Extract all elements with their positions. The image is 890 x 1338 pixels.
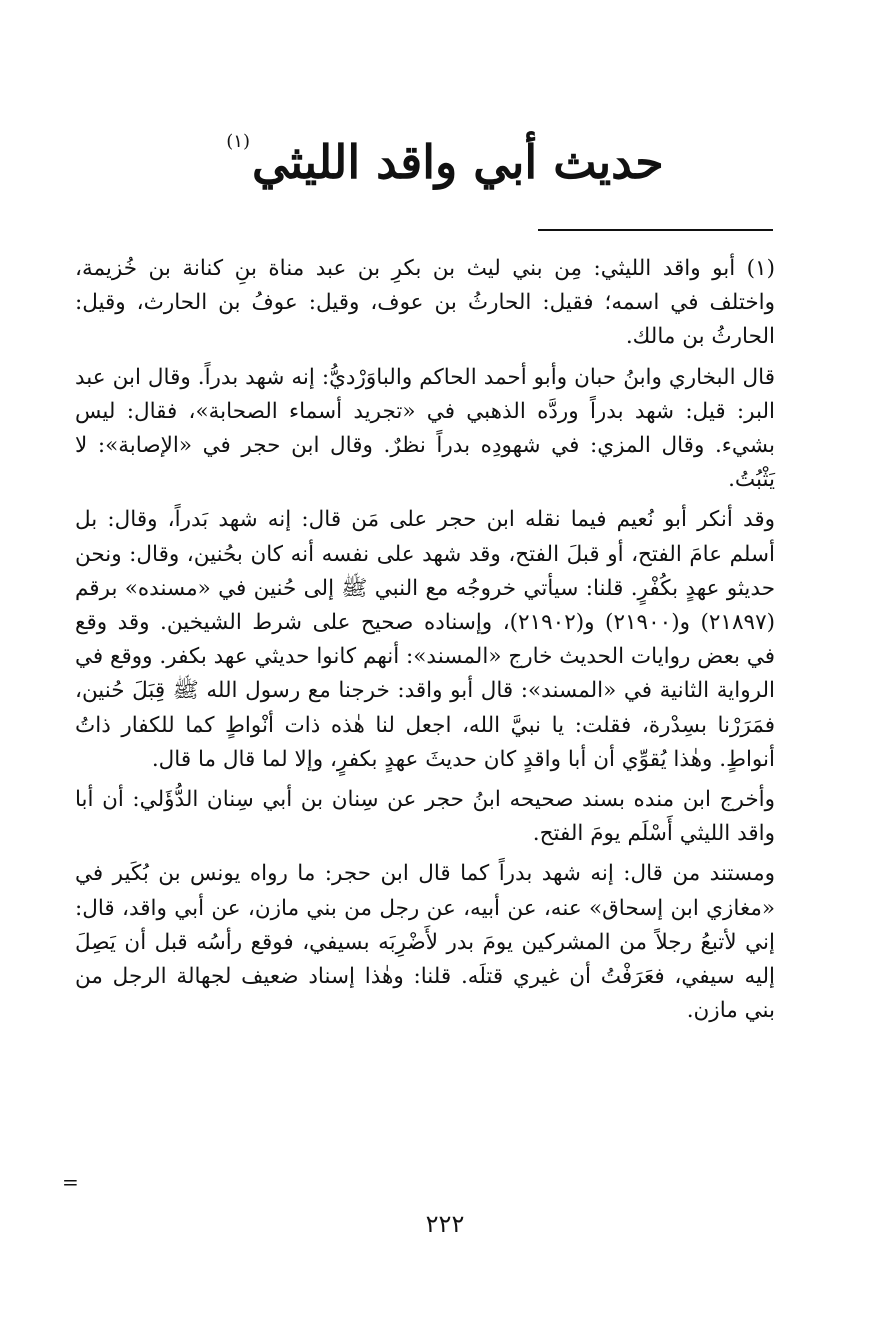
footnote-separator [538,229,773,231]
page-number: ٢٢٢ [425,1210,465,1238]
page-title [200,112,690,212]
footnote-paragraph: وقد أنكر أبو نُعيم فيما نقله ابن حجر على مَن قال: إنه شهد بَدراً، وقال: بل أسلم عامَ الفتح، أو قبلَ الفتح، وقد شهد على نفسه أنه كان بحُنين، وقال: ونحن حديثو عهدٍ بكُفْرٍ. قلنا: سيأتي خروجُه مع النبي ﷺ إلى حُنين في «مسنده» برقم (٢١٨٩٧) و(٢١٩٠٠) و(٢١٩٠٢)، وإسناده صحيح على شرط الشيخين. وقد وقع في بعض روايات الحديث خارج «المسند»: أنهم كانوا حديثي عهد بكفر. ووقع في الرواية الثانية في «المسند»: قال أبو واقد: خرجنا مع رسول الله ﷺ قِبَلَ حُنين، فمَرَرْنا بسِدْرة، فقلت: يا نبيَّ الله، اجعل لنا هٰذه ذات أنْواطٍ كما للكفار ذاتُ أنواطٍ. وهٰذا يُقوِّي أن أبا واقدٍ كان حديثَ عهدٍ بكفرٍ، وإلا لما قال ما قال. [75,507,776,772]
title-text: حديث أبي واقد الليثي [251,135,664,189]
footnote-marker: (١) [226,131,250,152]
footnote-paragraph: وأخرج ابن منده بسند صحيحه ابنُ حجر عن سِنان بن أبي سِنان الدُّؤَلي: أن أبا واقد الليثي أَسْلَم يومَ الفتح. [75,787,775,847]
footnotes [75,252,775,1028]
footnote-paragraph: ومستند من قال: إنه شهد بدراً كما قال ابن حجر: ما رواه يونس بن بُكَير في «مغازي ابن إسحاق» عنه، عن أبيه، عن رجل من بني مازن، عن أبي واقد، قال: إني لأتبعُ رجلاً من المشركين يومَ بدر لأَضْرِبَه بسيفي، فوقع رأسُه قبل أن يَصِلَ إليه سيفي، فعَرَفْتُ أن غيري قتلَه. قلنا: وهٰذا إسناد ضعيف لجهالة الرجل من بني مازن. [75,861,775,1024]
continuation-mark: = [62,1170,79,1194]
footnote-paragraph: (١) أبو واقد الليثي: مِن بني ليث بن بكرِ بن عبد مناة بنِ كنانة بن خُزيمة، واختلف في اسمه؛ فقيل: الحارثُ بن عوف، وقيل: عوفُ بن الحارث، وقيل: الحارثُ بن مالك. [75,256,775,350]
footnote-paragraph: قال البخاري وابنُ حبان وأبو أحمد الحاكم والباوَرْديُّ: إنه شهد بدراً. وقال ابن عبد البر: قيل: شهد بدراً وردَّه الذهبي في «تجريد أسماء الصحابة»، فقال: ليس بشيء. وقال المزي: في شهودِه بدراً نظرٌ. وقال ابن حجر في «الإصابة»: لا يَثْبُتُ. [75,364,775,493]
